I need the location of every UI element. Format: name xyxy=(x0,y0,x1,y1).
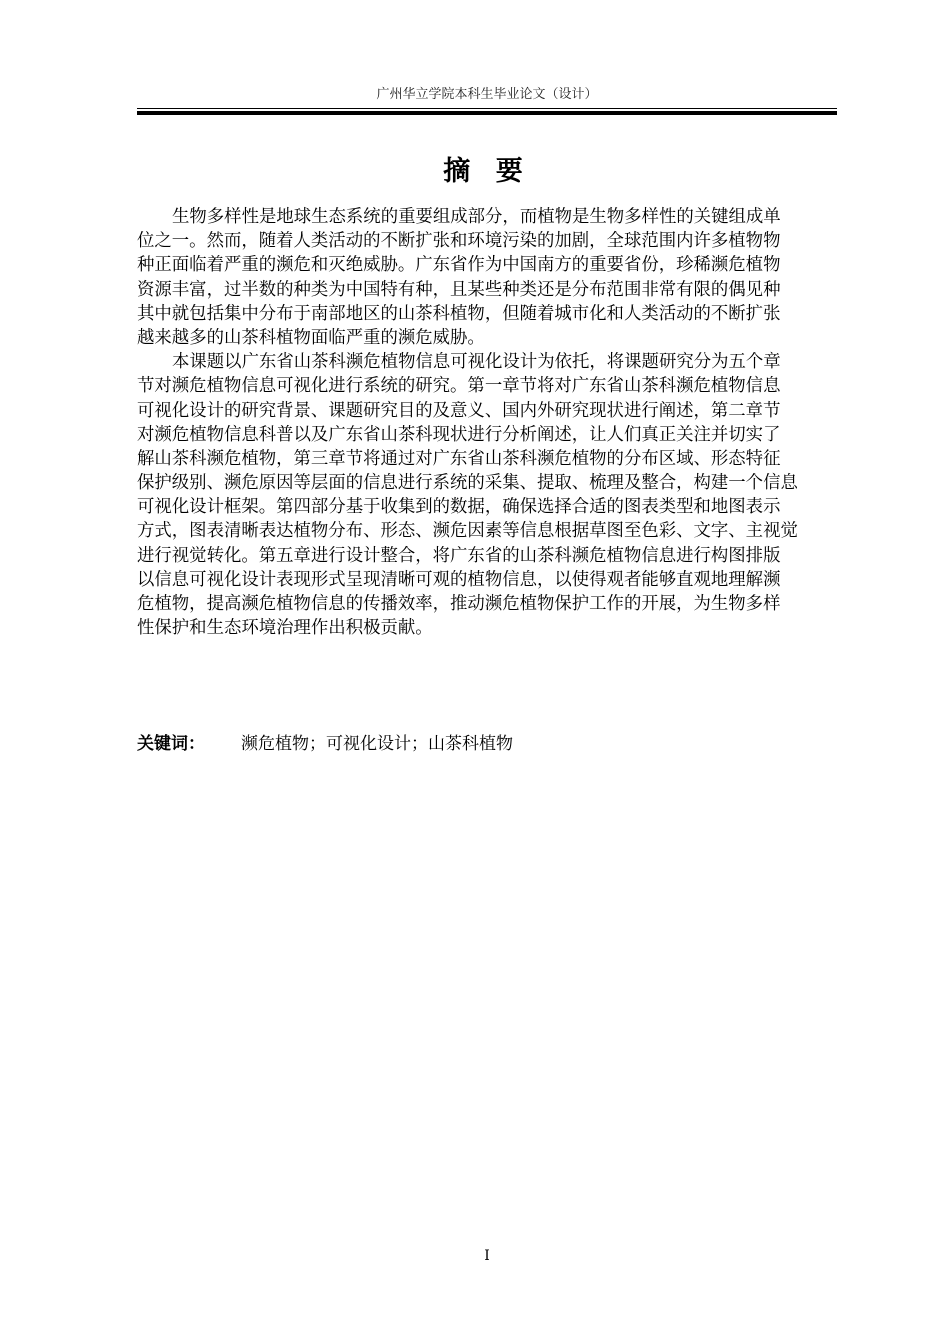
page-number: I xyxy=(484,1248,490,1264)
text-line: 其中就包括集中分布于南部地区的山茶科植物，但随着城市化和人类活动的不断扩张 xyxy=(137,303,781,324)
header-rule-thick xyxy=(137,111,837,115)
running-header: 广州华立学院本科生毕业论文（设计） xyxy=(376,87,598,102)
text-line: 进行视觉转化。第五章进行设计整合，将广东省的山茶科濒危植物信息进行构图排版 xyxy=(137,545,781,566)
keywords-label: 关键词： xyxy=(137,734,205,754)
text-line: 节对濒危植物信息可视化进行系统的研究。第一章节将对广东省山茶科濒危植物信息 xyxy=(137,376,781,397)
paragraph-1 xyxy=(137,205,837,350)
paragraph-2 xyxy=(137,350,837,640)
text-line: 保护级别、濒危原因等层面的信息进行系统的采集、提取、梳理及整合，构建一个信息 xyxy=(137,473,798,494)
text-line: 位之一。然而，随着人类活动的不断扩张和环境污染的加剧，全球范围内许多植物物 xyxy=(137,231,781,252)
text-line: 方式，图表清晰表达植物分布、形态、濒危因素等信息根据草图至色彩、文字、主视觉 xyxy=(137,521,798,542)
text-line: 本课题以广东省山茶科濒危植物信息可视化设计为依托，将课题研究分为五个章 xyxy=(172,352,781,373)
keywords-row xyxy=(137,732,837,756)
text-line: 越来越多的山茶科植物面临严重的濒危威胁。 xyxy=(137,327,485,348)
text-line: 性保护和生态环境治理作出积极贡献。 xyxy=(137,618,433,639)
text-line: 可视化设计框架。第四部分基于收集到的数据，确保选择合适的图表类型和地图表示 xyxy=(137,497,781,518)
text-line: 危植物，提高濒危植物信息的传播效率，推动濒危植物保护工作的开展，为生物多样 xyxy=(137,594,781,614)
text-line: 对濒危植物信息科普以及广东省山茶科现状进行分析阐述，让人们真正关注并切实了 xyxy=(137,424,781,445)
abstract-body xyxy=(137,205,837,640)
text-line: 可视化设计的研究背景、课题研究目的及意义、国内外研究现状进行阐述，第二章节 xyxy=(137,400,781,421)
page-title: 摘 要 xyxy=(443,156,531,187)
text-line: 解山茶科濒危植物，第三章节将通过对广东省山茶科濒危植物的分布区域、形态特征 xyxy=(137,448,781,469)
text-line: 种正面临着严重的濒危和灭绝威胁。广东省作为中国南方的重要省份，珍稀濒危植物 xyxy=(137,255,781,276)
text-line: 以信息可视化设计表现形式呈现清晰可观的植物信息，以使得观者能够直观地理解濒 xyxy=(137,569,781,590)
text-line: 生物多样性是地球生态系统的重要组成部分，而植物是生物多样性的关键组成单 xyxy=(172,207,781,227)
keywords-value: 濒危植物；可视化设计；山茶科植物 xyxy=(241,734,513,754)
text-line: 资源丰富，过半数的种类为中国特有种，且某些种类还是分布范围非常有限的偶见种 xyxy=(137,279,781,300)
header-rule-thin xyxy=(137,108,837,109)
